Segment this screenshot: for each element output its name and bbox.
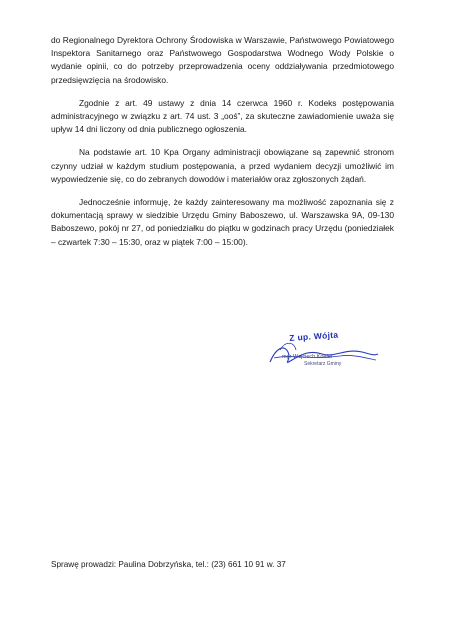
paragraph-continuation: do Regionalnego Dyrektora Ochrony Środowiska w Warszawie, Państwowego Powiatowego Inspektora Sanitarnego oraz Państwowego Gospodarstwa Wodnego Wody Polskie o wydanie opinii, co do potrzeby przeprowadzenia oceny oddziaływania przedmiotowego przedsięwzięcia na środowisko. xyxy=(51,35,394,85)
signer-name: mgr Wojciech Kołder xyxy=(282,354,333,360)
document-body xyxy=(51,34,394,259)
paragraph-inspection: Jednocześnie informuję, że każdy zainteresowany ma możliwość zapoznania się z dokumentacją sprawy w siedzibie Urzędu Gminy Baboszewo, ul. Warszawska 9A, 09-130 Baboszewo, pokój nr 27, od poniedziałku do piątku w godzinach pracy Urzędu (poniedziałek – czwartek 7:30 – 15:30, oraz w piątek 7:00 – 15:00). xyxy=(51,197,394,247)
paragraph-notification: Zgodnie z art. 49 ustawy z dnia 14 czerwca 1960 r. Kodeks postępowania administracyjnego w związku z art. 74 ust. 3 „ooś”, za skuteczne zawiadomienie uważa się upływ 14 dni liczony od dnia publicznego ogłoszenia. xyxy=(51,97,394,135)
signature-stamp xyxy=(262,330,382,380)
signer-role: Sekretarz Gminy xyxy=(304,361,342,367)
signature-authority-line: Z up. Wójta xyxy=(289,329,339,343)
case-handler-footer: Sprawę prowadzi: Paulina Dobrzyńska, tel.: (23) 661 10 91 w. 37 xyxy=(51,560,286,569)
paragraph-participation: Na podstawie art. 10 Kpa Organy administracji obowiązane są zapewnić stronom czynny udział w każdym studium postępowania, a przed wydaniem decyzji umożliwić im wypowiedzenie się, co do zebranych dowodów i materiałów oraz zgłoszonych żądań. xyxy=(51,147,394,184)
